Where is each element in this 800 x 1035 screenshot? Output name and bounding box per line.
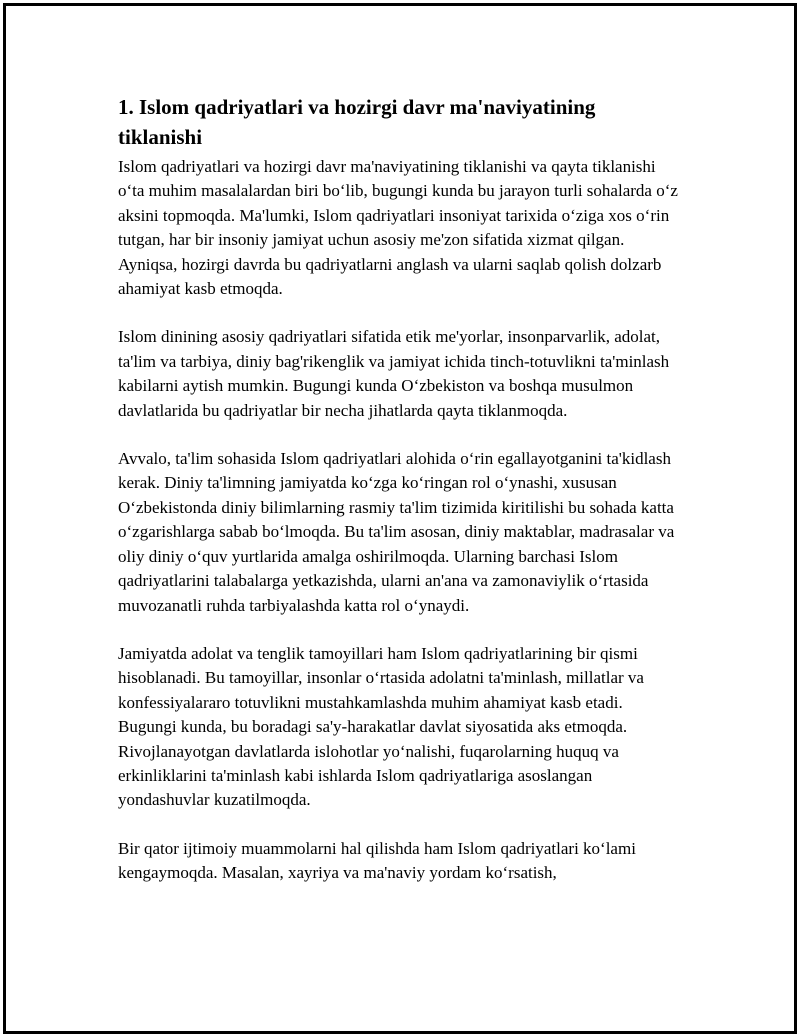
paragraph-4: Jamiyatda adolat va tenglik tamoyillari ham Islom qadriyatlarining bir qismi hisoblanadi. Bu tamoyillar, insonlar o‘rtasida adolatni ta'minlash, millatlar va konfessiyalararo totuvlikni mustahkamlashda muhim ahamiyat kasb etadi. Bugungi kunda, bu boradagi sa'y-harakatlar davlat siyosatida aks etmoqda. Rivojlanayotgan davlatlarda islohotlar yo‘nalishi, fuqarolarning huquq va erkinliklarini ta'minlash kabi ishlarda Islom qadriyatlariga asoslangan yondashuvlar kuzatilmoqda. [118,643,644,810]
section-heading: 1. Islom qadriyatlari va hozirgi davr ma'naviyatining tiklanishi [118,95,596,149]
paragraph-2: Islom dinining asosiy qadriyatlari sifatida etik me'yorlar, insonparvarlik, adolat, ta'lim va tarbiya, diniy bag'rikenglik va jamiyat ichida tinch-totuvlikni ta'minlash kabilarni aytish mumkin. Bugungi kunda O‘zbekiston va boshqa musulmon davlatlarida bu qadriyatlar bir necha jihatlarda qayta tiklanmoqda. [118,327,670,420]
paragraph-1: Islom qadriyatlari va hozirgi davr ma'naviyatining tiklanishi va qayta tiklanishi o‘ta muhim masalalardan biri bo‘lib, bugungi kunda bu jarayon turli sohalarda o‘z aksini topmoqda. Ma'lumki, Islom qadriyatlari insoniyat tarixida o‘ziga xos o‘rin tutgan, har bir insoniy jamiyat uchun asosiy me'zon sifatida xizmat qilgan. Ayniqsa, hozirgi davrda bu qadriyatlarni anglash va ularni saqlab qolish dolzarb ahamiyat kasb etmoqda. [118,157,678,299]
paragraph-3: Avvalo, ta'lim sohasida Islom qadriyatlari alohida o‘rin egallayotganini ta'kidlash kerak. Diniy ta'limning jamiyatda ko‘zga ko‘ringan rol o‘ynashi, xususan O‘zbekistonda diniy bilimlarning rasmiy ta'lim tizimida kiritilishi bu sohada katta o‘zgarishlarga sabab bo‘lmoqda. Bu ta'lim asosan, diniy maktablar, madrasalar va oliy diniy o‘quv yurtlarida amalga oshirilmoqda. Ularning barchasi Islom qadriyatlarini talabalarga yetkazishda, ularni an'ana va zamonaviylik o‘rtasida muvozanatli ruhda tarbiyalashda katta rol o‘ynaydi. [118,449,675,615]
paragraph-5: Bir qator ijtimoiy muammolarni hal qilishda ham Islom qadriyatlari ko‘lami kengaymoqda. Masalan, xayriya va ma'naviy yordam ko‘rsatish, [118,838,636,883]
document-body [118,92,678,910]
